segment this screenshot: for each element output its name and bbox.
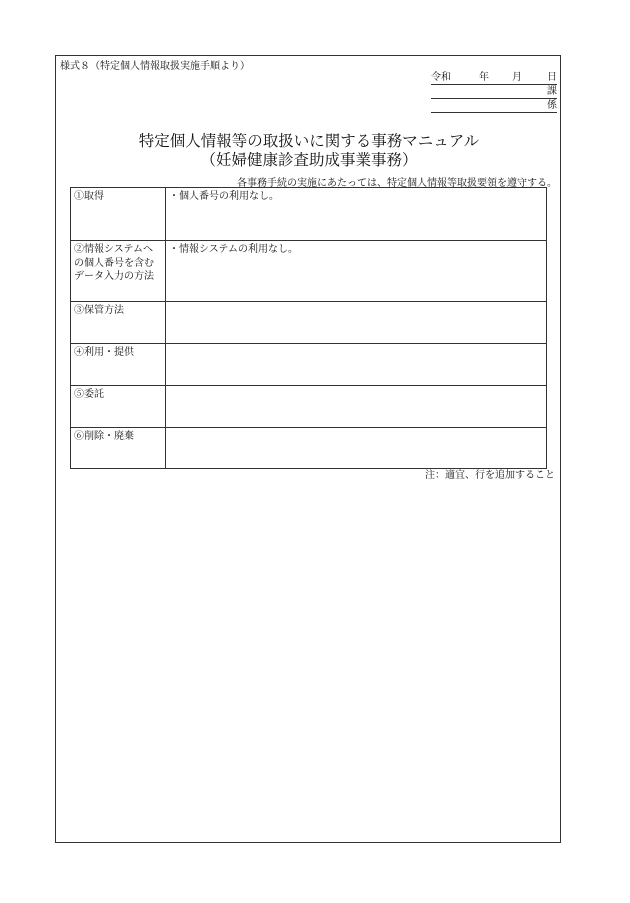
section-line: 課 — [431, 85, 557, 99]
row-content — [166, 428, 547, 469]
row-content — [166, 344, 547, 386]
row-item-label: ④利用・提供 — [71, 344, 166, 386]
date-era: 令和 — [431, 72, 451, 83]
date-approval-block — [431, 71, 557, 113]
row-content: ・個人番号の利用なし。 — [166, 188, 547, 241]
row-item-label: ⑥削除・廃棄 — [71, 428, 166, 469]
date-year-label: 年 — [479, 72, 489, 83]
row-item-label: ②情報システムへの個人番号を含むデータ入力の方法 — [71, 241, 166, 302]
row-content — [166, 386, 547, 428]
document-page — [55, 55, 561, 843]
date-line — [431, 71, 557, 85]
form-id-label: 様式８（特定個人情報取扱実施手順より） — [60, 61, 250, 72]
row-item-label: ①取得 — [71, 188, 166, 241]
table-row — [71, 386, 547, 428]
table-row — [71, 428, 547, 469]
procedure-table — [70, 187, 547, 469]
instruction-text: 各事務手続の実施にあたっては、特定個人情報等取扱要領を遵守する。 — [237, 178, 557, 189]
document-title: 特定個人情報等の取扱いに関する事務マニュアル — [138, 132, 480, 150]
table-row — [71, 241, 547, 302]
row-content: ・情報システムの利用なし。 — [166, 241, 547, 302]
table-row — [71, 188, 547, 241]
row-item-label: ③保管方法 — [71, 302, 166, 344]
footnote: 注：適宜、行を追加すること — [425, 470, 555, 481]
staff-line: 係 — [431, 99, 557, 113]
row-content — [166, 302, 547, 344]
table-row — [71, 344, 547, 386]
document-subtitle: （妊婦健康診査助成事業事務） — [200, 151, 418, 169]
row-item-label: ⑤委託 — [71, 386, 166, 428]
date-day-label: 日 — [547, 72, 557, 83]
date-month-label: 月 — [512, 72, 522, 83]
table-row — [71, 302, 547, 344]
